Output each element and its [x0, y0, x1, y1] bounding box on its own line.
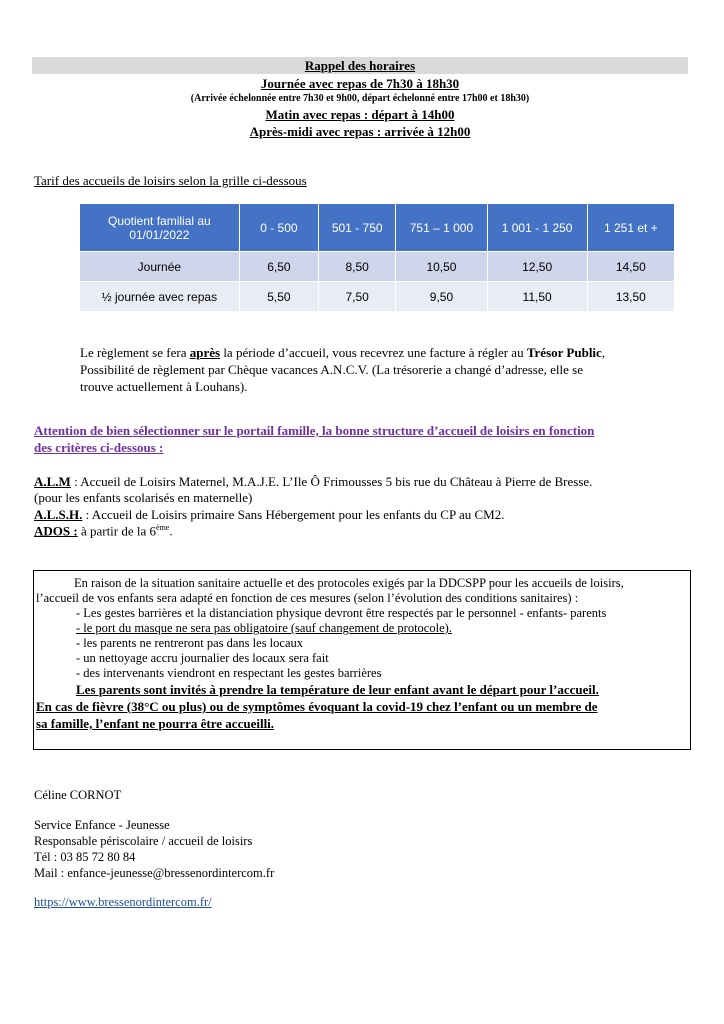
sanitary-item: - Les gestes barrières et la distanciation physique devront être respectés par le personnel - enfants- parents [76, 606, 607, 620]
schedule-title: Rappel des horaires [304, 58, 416, 73]
tresor-public: Trésor Public [526, 345, 602, 360]
sanitary-intro-2: l’accueil de vos enfants sera adapté en fonction de ces mesures (selon l’évolution des conditions sanitaires) : [36, 591, 579, 605]
table-header-cell: 1 001 - 1 250 [488, 204, 588, 251]
table-cell: 13,50 [588, 281, 674, 311]
table-header-cell: 0 - 500 [240, 204, 319, 251]
table-cell: 5,50 [240, 281, 319, 311]
table-cell: 6,50 [240, 251, 319, 281]
table-cell: 8,50 [319, 251, 396, 281]
table-cell: 10,50 [396, 251, 487, 281]
alm-note: (pour les enfants scolarisés en maternelle) [34, 490, 253, 505]
table-header-cell: Quotient familial au 01/01/2022 [80, 204, 240, 251]
table-cell: 7,50 [319, 281, 396, 311]
sanitary-item: - les parents ne rentreront pas dans les locaux [76, 636, 304, 650]
table-header-cell: 751 – 1 000 [396, 204, 487, 251]
alsh-label: A.L.S.H. [34, 507, 83, 522]
ados-end: . [169, 523, 173, 539]
signature-email: Mail : enfance-jeunesse@bressenordintercom.fr [34, 866, 275, 880]
sanitary-item: - un nettoyage accru journalier des locaux sera fait [76, 651, 329, 665]
schedule-afternoon: Après-midi avec repas : arrivée à 12h00 [249, 124, 471, 139]
table-header-cell: 501 - 750 [319, 204, 396, 251]
attention-line-2: des critères ci-dessous : [34, 440, 164, 455]
alm-label: A.L.M [34, 474, 71, 489]
sanitary-item: - des intervenants viendront en respectant les gestes barrières [76, 666, 382, 680]
table-row [80, 251, 674, 281]
website-link[interactable]: https://www.bressenordintercom.fr/ [34, 895, 212, 909]
reglement-line-1 [80, 345, 605, 361]
table-cell: 11,50 [488, 281, 588, 311]
signature-role: Responsable périscolaire / accueil de loisirs [34, 834, 253, 848]
alm-text: : Accueil de Loisirs Maternel, M.A.J.E. L’Ile Ô Frimousses 5 bis rue du Château à Pierre de Bresse. [70, 474, 593, 489]
signature-phone: Tél : 03 85 72 80 84 [34, 850, 136, 864]
table-cell: 9,50 [396, 281, 487, 311]
schedule-note: (Arrivée échelonnée entre 7h30 et 9h00, départ échelonné entre 17h00 et 18h30) [190, 93, 530, 104]
table-header-row [80, 204, 674, 251]
alsh-text: : Accueil de Loisirs primaire Sans Hébergement pour les enfants du CP au CM2. [82, 507, 505, 522]
table-cell: ½ journée avec repas [80, 281, 240, 311]
table-header-cell: 1 251 et + [588, 204, 674, 251]
reglement-text: Le règlement se fera [80, 345, 190, 360]
tarif-intro: Tarif des accueils de loisirs selon la grille ci-dessous [34, 173, 307, 188]
ados-text: à partir de la 6 [77, 523, 157, 539]
sanitary-intro-1: En raison de la situation sanitaire actuelle et des protocoles exigés par la DDCSPP pour les accueils de loisirs, [74, 576, 624, 590]
schedule-morning: Matin avec repas : départ à 14h00 [265, 107, 455, 122]
sanitary-bold-3: sa famille, l’enfant ne pourra être accueilli. [36, 716, 275, 731]
reglement-line-3: trouve actuellement à Louhans). [80, 379, 248, 394]
reglement-line-2: Possibilité de règlement par Chèque vacances A.N.C.V. (La trésorerie a changé d’adresse, elle se [80, 362, 583, 377]
alsh-line [34, 507, 504, 523]
ados-superscript: ème [156, 523, 170, 532]
table-cell: 14,50 [588, 251, 674, 281]
table-row [80, 281, 674, 311]
reglement-text: , [601, 345, 606, 360]
attention-line-1: Attention de bien sélectionner sur le portail famille, la bonne structure d’accueil de loisirs en fonction [34, 423, 595, 438]
tarif-table [80, 204, 674, 311]
reglement-text: la période d’accueil, vous recevrez une facture à régler au [220, 345, 527, 360]
signature-name: Céline CORNOT [34, 788, 122, 802]
sanitary-bold-2: En cas de fièvre (38°C ou plus) ou de symptômes évoquant la covid-19 chez l’enfant ou un membre de [36, 699, 598, 714]
table-cell: Journée [80, 251, 240, 281]
ados-line [34, 523, 173, 539]
reglement-after: après [189, 345, 221, 360]
signature-service: Service Enfance - Jeunesse [34, 818, 170, 832]
sanitary-bold-1: Les parents sont invités à prendre la température de leur enfant avant le départ pour l’accueil. [76, 682, 599, 697]
ados-label: ADOS : [34, 523, 78, 539]
table-cell: 12,50 [488, 251, 588, 281]
schedule-full-day: Journée avec repas de 7h30 à 18h30 [260, 76, 460, 91]
alm-line [34, 474, 592, 490]
sanitary-item: - le port du masque ne sera pas obligatoire (sauf changement de protocole). [76, 621, 452, 635]
